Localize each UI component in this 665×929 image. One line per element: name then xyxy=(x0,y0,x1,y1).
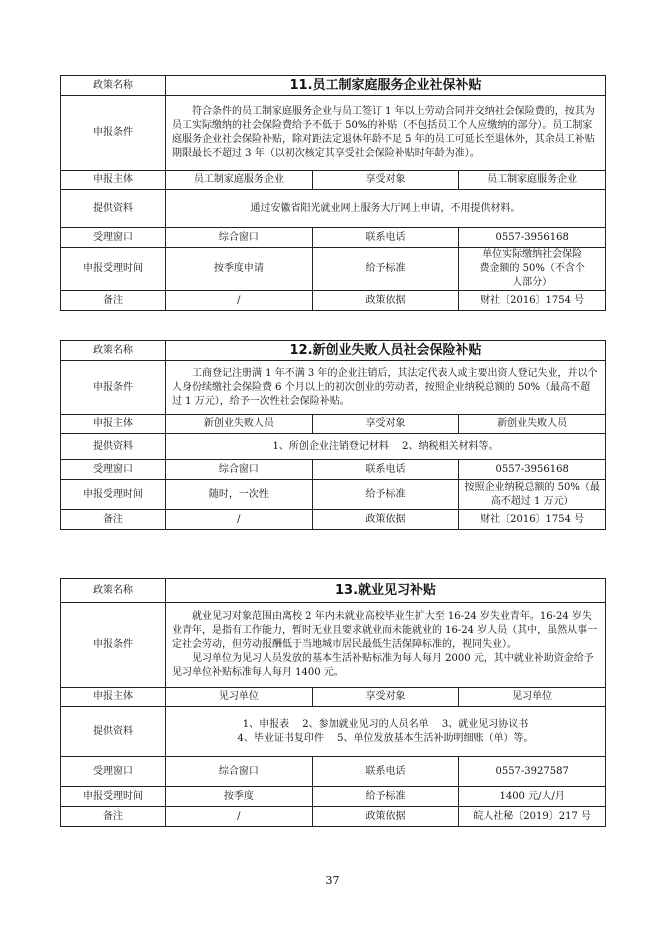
materials-label: 提供资料 xyxy=(61,434,166,460)
window-value: 综合窗口 xyxy=(166,757,313,787)
beneficiary-label: 享受对象 xyxy=(312,688,459,707)
phone-value: 0557-3956168 xyxy=(459,228,606,248)
materials-text: 1、所创企业注销登记材料 2、纳税相关材料等。 xyxy=(166,434,606,460)
standard-value: 按照企业纳税总额的 50%（最高不超过 1 万元） xyxy=(459,480,606,510)
standard-label: 给予标准 xyxy=(312,248,459,291)
materials-text: 通过安徽省阳光就业网上服务大厅网上申请，不用提供材料。 xyxy=(166,190,606,228)
remark-label: 备注 xyxy=(61,510,166,530)
window-value: 综合窗口 xyxy=(166,460,313,480)
standard-value: 1400 元/人/月 xyxy=(459,787,606,807)
policy-title: 12.新创业失败人员社会保险补贴 xyxy=(166,341,606,361)
materials-line-2: 4、毕业证书复印件 5、单位发放基本生活补助明细账（单）等。 xyxy=(237,732,534,744)
beneficiary-value: 员工制家庭服务企业 xyxy=(459,171,606,190)
basis-value: 财社〔2016〕1754 号 xyxy=(459,291,606,311)
materials-label: 提供资料 xyxy=(61,190,166,228)
subject-label: 申报主体 xyxy=(61,415,166,434)
time-label: 申报受理时间 xyxy=(61,480,166,510)
remark-value: / xyxy=(166,807,313,827)
phone-label: 联系电话 xyxy=(312,757,459,787)
basis-label: 政策依据 xyxy=(312,807,459,827)
phone-value: 0557-3956168 xyxy=(459,460,606,480)
standard-value: 单位实际缴纳社会保险费金额的 50%（不含个人部分） xyxy=(459,248,606,291)
materials-label: 提供资料 xyxy=(61,707,166,757)
policy-table-13 xyxy=(60,578,606,827)
subject-value: 员工制家庭服务企业 xyxy=(166,171,313,190)
window-value: 综合窗口 xyxy=(166,228,313,248)
time-value: 按季度 xyxy=(166,787,313,807)
conditions-label: 申报条件 xyxy=(61,96,166,171)
window-label: 受理窗口 xyxy=(61,757,166,787)
remark-value: / xyxy=(166,510,313,530)
subject-value: 新创业失败人员 xyxy=(166,415,313,434)
conditions-text: 符合条件的员工制家庭服务企业与员工签订 1 年以上劳动合同并交纳社会保险费的，按其为员工实际缴纳的社会保险费给予不低于 50%的补贴（不包括员工个人应缴纳的部分）。员工制家庭服务企业社会保险补贴，除对距法定退休年龄不足 5 年的员工可延长至退休外，其余员工补贴期限最长不超过 3 年（以初次核定其享受社会保险补贴时年龄为准）。 xyxy=(166,96,606,171)
time-value: 按季度申请 xyxy=(166,248,313,291)
basis-value: 财社〔2016〕1754 号 xyxy=(459,510,606,530)
conditions-paragraph-1: 就业见习对象范围由离校 2 年内未就业高校毕业生扩大至 16-24 岁失业青年。16-24 岁失业青年，是指有工作能力，暂时无业且要求就业而未能就业的 16-24 岁人员（其中，虽然从事一定社会劳动，但劳动报酬低于当地城市居民最低生活保障标准的，视同失业）。 xyxy=(172,611,598,650)
beneficiary-value: 见习单位 xyxy=(459,688,606,707)
time-label: 申报受理时间 xyxy=(61,248,166,291)
window-label: 受理窗口 xyxy=(61,228,166,248)
standard-label: 给予标准 xyxy=(312,787,459,807)
conditions-text xyxy=(166,603,606,688)
remark-label: 备注 xyxy=(61,807,166,827)
beneficiary-label: 享受对象 xyxy=(312,415,459,434)
basis-label: 政策依据 xyxy=(312,291,459,311)
phone-label: 联系电话 xyxy=(312,228,459,248)
remark-label: 备注 xyxy=(61,291,166,311)
materials-text xyxy=(166,707,606,757)
window-label: 受理窗口 xyxy=(61,460,166,480)
phone-label: 联系电话 xyxy=(312,460,459,480)
policy-title: 13.就业见习补贴 xyxy=(166,579,606,603)
conditions-label: 申报条件 xyxy=(61,603,166,688)
remark-value: / xyxy=(166,291,313,311)
page-number: 37 xyxy=(325,874,340,887)
beneficiary-label: 享受对象 xyxy=(312,171,459,190)
policy-name-label: 政策名称 xyxy=(61,341,166,361)
materials-line-1: 1、申报表 2、参加就业见习的人员名单 3、就业见习协议书 xyxy=(242,718,529,730)
basis-label: 政策依据 xyxy=(312,510,459,530)
phone-value: 0557-3927587 xyxy=(459,757,606,787)
policy-name-label: 政策名称 xyxy=(61,76,166,96)
beneficiary-value: 新创业失败人员 xyxy=(459,415,606,434)
conditions-paragraph-2: 见习单位为见习人员发放的基本生活补贴标准为每人每月 2000 元，其中就业补助资金给予见习单位补贴标准每人每月 1400 元。 xyxy=(172,653,594,678)
time-value: 随时，一次性 xyxy=(166,480,313,510)
subject-value: 见习单位 xyxy=(166,688,313,707)
basis-value: 皖人社秘〔2019〕217 号 xyxy=(459,807,606,827)
policy-name-label: 政策名称 xyxy=(61,579,166,603)
subject-label: 申报主体 xyxy=(61,171,166,190)
conditions-text: 工商登记注册满 1 年不满 3 年的企业注销后，其法定代表人或主要出资人登记失业，并以个人身份续缴社会保险费 6 个月以上的初次创业的劳动者，按照企业纳税总额的 50%（最高不超过 1 万元），给予一次性社会保险补贴。 xyxy=(166,361,606,415)
policy-table-12 xyxy=(60,340,606,530)
standard-label: 给予标准 xyxy=(312,480,459,510)
time-label: 申报受理时间 xyxy=(61,787,166,807)
conditions-label: 申报条件 xyxy=(61,361,166,415)
policy-title: 11.员工制家庭服务企业社保补贴 xyxy=(166,76,606,96)
policy-table-11 xyxy=(60,75,606,311)
subject-label: 申报主体 xyxy=(61,688,166,707)
